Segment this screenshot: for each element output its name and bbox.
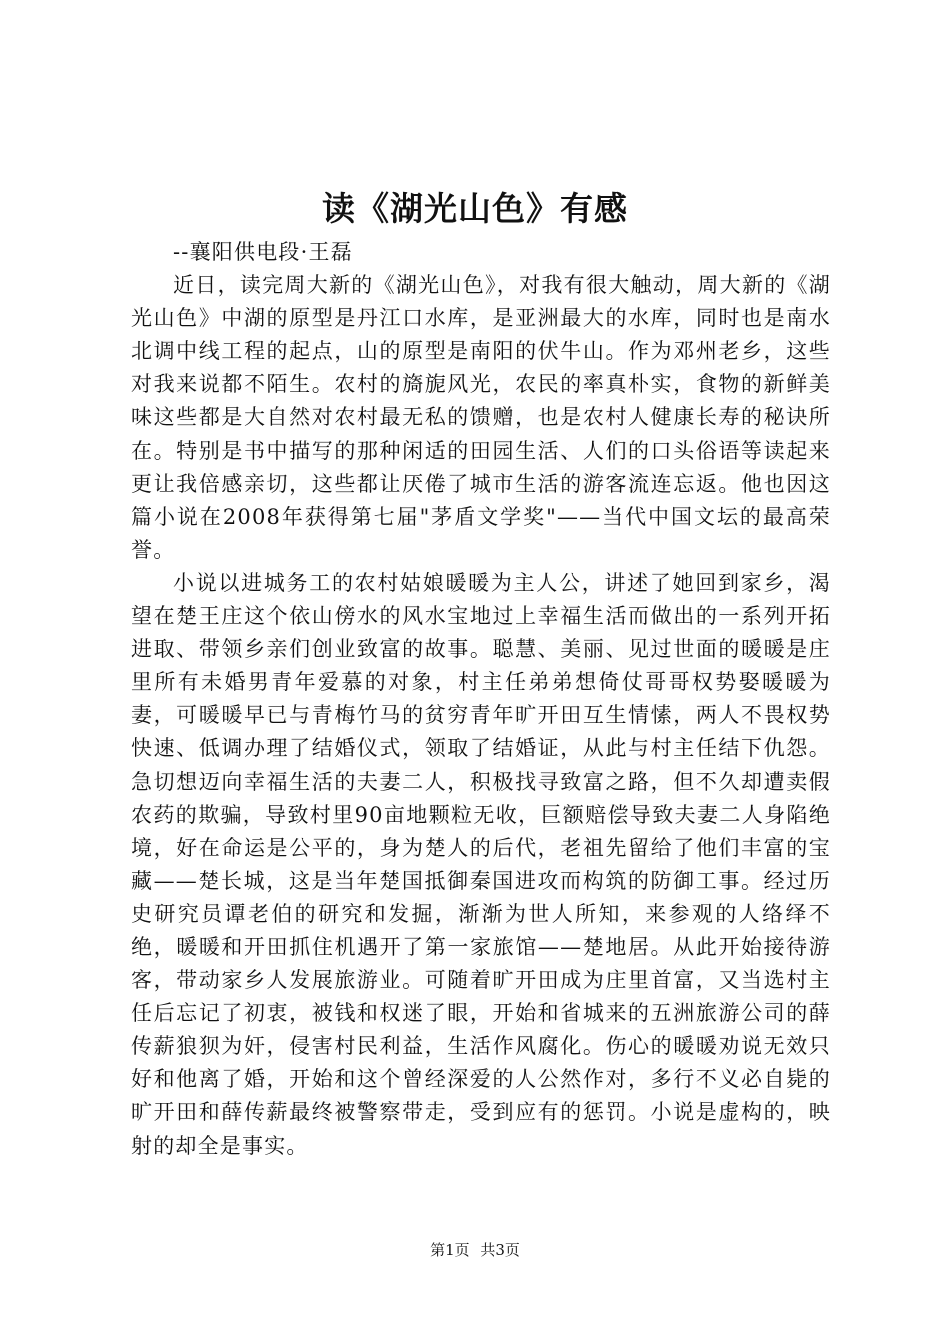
document-body: [131, 236, 831, 1163]
author-byline: --襄阳供电段·王磊: [173, 240, 353, 264]
document-title: 读《湖光山色》有感: [322, 189, 628, 228]
paragraph-1: 近日，读完周大新的《湖光山色》，对我有很大触动，周大新的《湖光山色》中湖的原型是丹江口水库，是亚洲最大的水库，同时也是南水北调中线工程的起点，山的原型是南阳的伏牛山。作为邓州老乡，这些对我来说都不陌生。农村的旖旎风光，农民的率真朴实，食物的新鲜美味这些都是大自然对农村最无私的馈赠，也是农村人健康长寿的秘诀所在。特别是书中描写的那种闲适的田园生活、人们的口头俗语等读起来更让我倍感亲切，这些都让厌倦了城市生活的游客流连忘返。他也因这篇小说在2008年获得第七届"茅盾文学奖"——当代中国文坛的最高荣誉。: [131, 273, 831, 562]
page-total: 共3页: [480, 1241, 520, 1259]
page-footer: [0, 1240, 950, 1260]
page-number: 第1页: [430, 1241, 470, 1259]
paragraph-2: 小说以进城务工的农村姑娘暖暖为主人公，讲述了她回到家乡，渴望在楚王庄这个依山傍水的风水宝地过上幸福生活而做出的一系列开拓进取、带领乡亲们创业致富的故事。聪慧、美丽、见过世面的暖暖是庄里所有未婚男青年爱慕的对象，村主任弟弟想倚仗哥哥权势娶暖暖为妻，可暖暖早已与青梅竹马的贫穷青年旷开田互生情愫，两人不畏权势快速、低调办理了结婚仪式，领取了结婚证，从此与村主任结下仇怨。急切想迈向幸福生活的夫妻二人，积极找寻致富之路，但不久却遭卖假农药的欺骗，导致村里90亩地颗粒无收，巨额赔偿导致夫妻二人身陷绝境，好在命运是公平的，身为楚人的后代，老祖先留给了他们丰富的宝藏——楚长城，这是当年楚国抵御秦国进攻而构筑的防御工事。经过历史研究员谭老伯的研究和发掘，渐渐为世人所知，来参观的人络绎不绝，暖暖和开田抓住机遇开了第一家旅馆——楚地居。从此开始接待游客，带动家乡人发展旅游业。可随着旷开田成为庄里首富，又当选村主任后忘记了初衷，被钱和权迷了眼，开始和省城来的五洲旅游公司的薛传薪狼狈为奸，侵害村民利益，生活作风腐化。伤心的暖暖劝说无效只好和他离了婚，开始和这个曾经深爱的人公然作对，多行不义必自毙的旷开田和薛传薪最终被警察带走，受到应有的惩罚。小说是虚构的，映射的却全是事实。: [131, 570, 831, 1158]
